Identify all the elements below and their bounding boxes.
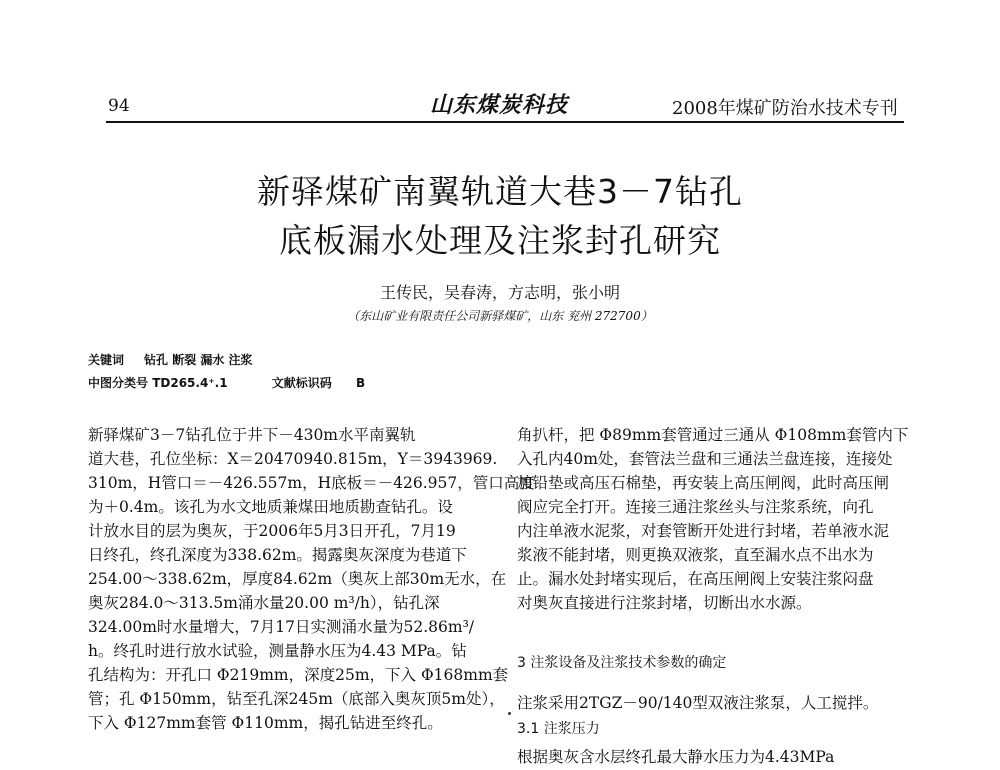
keywords-label: 关键词 bbox=[88, 353, 125, 367]
body-line: 新驿煤矿3－7钻孔位于井下－430m水平南翼轨 bbox=[88, 426, 416, 444]
body-line: 254.00～338.62m，厚度84.62m（奥灰上部30m无水，在 bbox=[88, 570, 507, 588]
classification bbox=[88, 374, 365, 391]
body-line: 道大巷，孔位坐标：X＝20470940.815m，Y＝3943969. bbox=[88, 450, 498, 468]
keywords-text: 钻孔 断裂 漏水 注浆 bbox=[144, 353, 253, 367]
body-line: 日终孔，终孔深度为338.62m。揭露奥灰深度为巷道下 bbox=[88, 546, 467, 564]
body-line: 止。漏水处封堵实现后，在高压闸阀上安装注浆闷盘 bbox=[517, 570, 874, 588]
affiliation: （东山矿业有限责任公司新驿煤矿，山东 兖州 272700） bbox=[347, 309, 653, 323]
body-line: 管；孔 Φ150mm，钻至孔深245m（底部入奥灰顶5m处）， bbox=[88, 690, 505, 708]
body-line: 对奥灰直接进行注浆封堵，切断出水水源。 bbox=[517, 594, 812, 612]
doc-code-value: B bbox=[355, 376, 366, 390]
body-line: 下入 Φ127mm套管 Φ110mm，揭孔钻进至终孔。 bbox=[88, 714, 443, 732]
journal-name: 山东煤炭科技 bbox=[430, 92, 569, 118]
page-number: 94 bbox=[108, 96, 130, 116]
body-line: 角扒杆，把 Φ89mm套管通过三通从 Φ108mm套管内下 bbox=[517, 426, 909, 444]
body-line: 计放水目的层为奥灰，于2006年5月3日开孔，7月19 bbox=[88, 522, 456, 540]
header-rule bbox=[106, 121, 904, 123]
body-line: 加铅垫或高压石棉垫，再安装上高压闸阀，此时高压闸 bbox=[517, 474, 890, 492]
body-line: 入孔内40m处，套管法兰盘和三通法兰盘连接，连接处 bbox=[517, 450, 893, 468]
body-line: 310m，H管口＝－426.557m，H底板＝－426.957，管口高度 bbox=[88, 474, 535, 492]
issue-label: 2008年煤矿防治水技术专刊 bbox=[672, 98, 898, 119]
margin-dot bbox=[508, 712, 511, 715]
body-line: 内注单液水泥浆，对套管断开处进行封堵，若单液水泥 bbox=[517, 522, 890, 540]
body-line: 为＋0.4m。该孔为水文地质兼煤田地质勘查钻孔。设 bbox=[88, 498, 453, 516]
classification-value: TD265.4⁺.1 bbox=[152, 376, 228, 390]
doc-code-label: 文献标识码 bbox=[271, 376, 332, 390]
subsection-3-1-heading: 3.1 注浆压力 bbox=[517, 721, 600, 737]
body-line: 孔结构为：开孔口 Φ219mm，深度25m，下入 Φ168mm套 bbox=[88, 666, 509, 684]
title-line-2: 底板漏水处理及注浆封孔研究 bbox=[279, 221, 721, 260]
body-line: h。终孔时进行放水试验，测量静水压为4.43 MPa。钻 bbox=[88, 642, 467, 660]
subsection-3-1-text: 根据奥灰含水层终孔最大静水压力为4.43MPa bbox=[517, 748, 835, 766]
classification-label: 中图分类号 bbox=[88, 376, 149, 390]
body-line: 324.00m时水量增大，7月17日实测涌水量为52.86m³/ bbox=[88, 618, 475, 636]
body-line: 浆液不能封堵，则更换双液浆，直至漏水点不出水为 bbox=[517, 546, 874, 564]
section-3-text: 注浆采用2TGZ－90/140型双液注浆泵，人工搅拌。 bbox=[517, 694, 879, 712]
authors: 王传民，吴春涛，方志明，张小明 bbox=[379, 283, 620, 302]
body-line: 奥灰284.0～313.5m涌水量20.00 m³/h），钻孔深 bbox=[88, 594, 440, 612]
body-line: 阀应完全打开。连接三通注浆丝头与注浆系统，向孔 bbox=[517, 498, 874, 516]
title-line-1: 新驿煤矿南翼轨道大巷3－7钻孔 bbox=[257, 172, 743, 211]
keywords bbox=[88, 351, 253, 368]
section-3-heading: 3 注浆设备及注浆技术参数的确定 bbox=[517, 655, 727, 671]
